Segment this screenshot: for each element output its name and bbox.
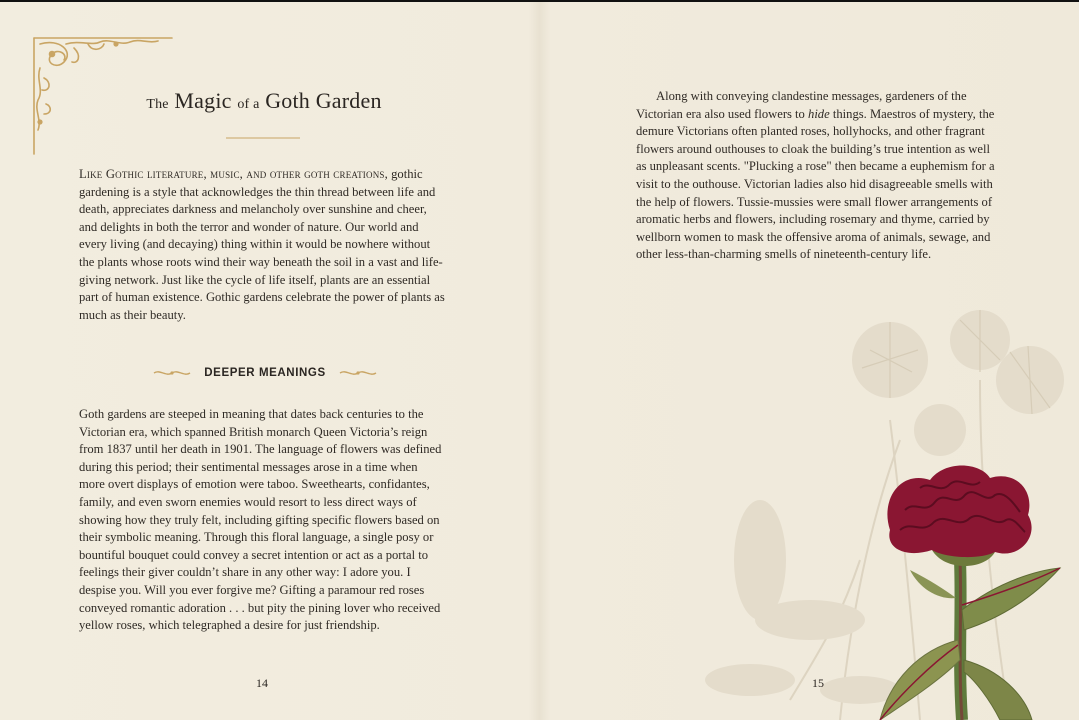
heading-ornament-icon bbox=[338, 368, 378, 378]
section-heading-label: DEEPER MEANINGS bbox=[204, 367, 326, 379]
page-number-left: 14 bbox=[256, 676, 268, 690]
page-number-right: 15 bbox=[812, 676, 824, 690]
title-the: The bbox=[146, 97, 169, 112]
section-body: Goth gardens are steeped in meaning that dates back centuries to the Victorian era, which spanned British monarch Queen Victoria’s reign from 1837 until her death in 1901. The language of flowers was defined during this period; their sentimental messages arose in a time when more overt displays of emotion were taboo. Sweethearts, confidantes, family, and even sworn enemies would resort to less direct ways of showing how they truly felt, including gifting specific flowers based on their symbolic meaning. Through this floral language, a single posy or bountiful bouquet could convey a secret intention or act as a portal to feelings their giver couldn’t share in any other way: I adore you. I despise you. Will you ever forgive me? Gifting a paramour red roses conveyed romantic adoration . . . but pity the pining lover who received yellow roses, which telegraphed a desire for just friendship. bbox=[79, 407, 442, 633]
page-title bbox=[80, 88, 448, 114]
right-paragraph-part2: things. Maestros of mystery, the demure Victorians often planted roses, hollyhocks, and other fragrant flowers around outhouses to cloak the building’s true intention as well as unpleasant scents. "Plucking a rose" then became a euphemism for a visit to the outhouse. Victorian ladies also hid disagreeable smells with the help of flowers. Tussie-mussies were small flower arrangements of aromatic herbs and flowers, including rosemary and thyme, carried by wellborn women to mask the offensive aroma of animals, sewage, and other less-than-charming smells of nineteenth-century life. bbox=[636, 106, 995, 262]
intro-lead: Like Gothic literature, music, and other goth creations, bbox=[79, 167, 388, 181]
title-of-a: of a bbox=[237, 97, 260, 112]
intro-body: gothic gardening is a style that acknowledges the thin thread between life and death, appreciates darkness and melancholy over sunshine and cheer, and delights in both the terror and wonder of nature. Our world and every living (and decaying) thing within it would be nowhere without the plants whose roots wind their way beneath the soil in a vast and life-giving network. Just like the cycle of life itself, plants are an essential part of human existence. Gothic gardens celebrate the power of plants as much as their beauty. bbox=[79, 167, 445, 322]
title-rule-icon bbox=[226, 137, 300, 139]
section-paragraph bbox=[79, 406, 445, 635]
title-magic: Magic bbox=[174, 88, 232, 113]
section-heading bbox=[150, 367, 380, 385]
right-paragraph-part1: Along with conveying clandestine messages, gardeners of the Victorian era also used flowers to bbox=[636, 89, 967, 121]
intro-paragraph bbox=[79, 166, 445, 324]
heading-ornament-icon bbox=[152, 368, 192, 378]
right-paragraph bbox=[636, 88, 1002, 264]
right-paragraph-emphasis: hide bbox=[808, 106, 830, 121]
title-goth-garden: Goth Garden bbox=[265, 88, 382, 113]
right-page bbox=[540, 0, 1079, 720]
flower-illustration-icon bbox=[850, 440, 1079, 720]
